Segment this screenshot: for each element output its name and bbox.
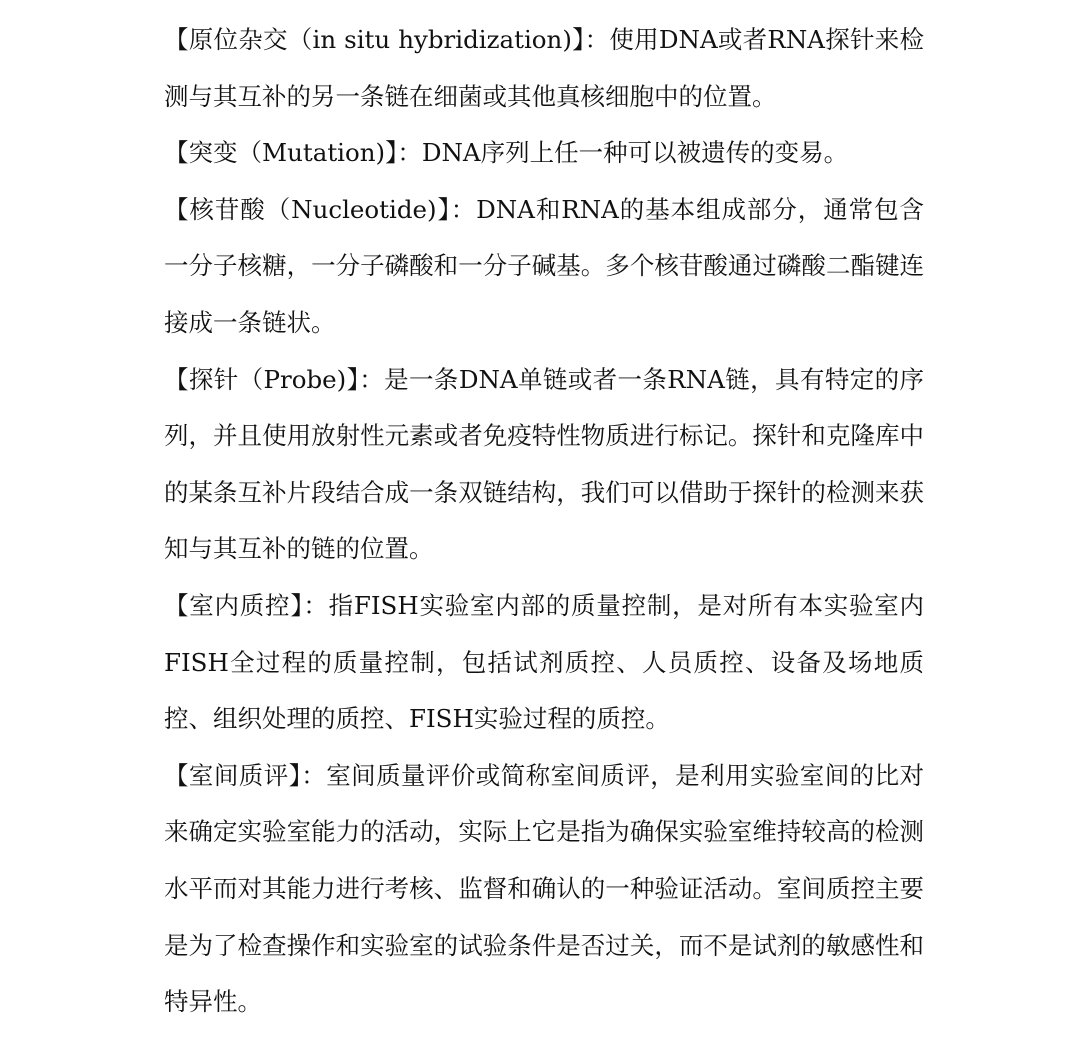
glossary-definition: DNA序列上任一种可以被遗传的变易。 (421, 138, 849, 168)
glossary-term: 【原位杂交（in situ hybridization)】： (164, 25, 610, 54)
glossary-term: 【室内质控】： (164, 590, 329, 620)
glossary-entry-nucleotide (164, 182, 924, 352)
glossary-entry-in-situ-hybridization (164, 12, 924, 125)
glossary-term: 【探针（Probe)】： (164, 364, 385, 394)
glossary-entry-internal-quality-control (164, 578, 924, 748)
glossary-definition: 使用DNA或者RNA探针来检测与其互补的另一条链在细菌或其他真核细胞中的位置。 (164, 25, 924, 111)
glossary-term: 【室间质评】： (164, 760, 327, 790)
glossary-definition: 是一条DNA单链或者一条RNA链，具有特定的序列，并且使用放射性元素或者免疫特性物质进行标记。探针和克隆库中的某条互补片段结合成一条双链结构，我们可以借助于探针的检测来获知与其互补的链的位置。 (164, 364, 924, 564)
glossary-document (164, 12, 924, 1031)
glossary-definition: DNA和RNA的基本组成部分，通常包含一分子核糖，一分子磷酸和一分子碱基。多个核苷酸通过磷酸二酯键连接成一条链状。 (164, 194, 924, 337)
glossary-entry-probe (164, 352, 924, 578)
glossary-term: 【核苷酸（Nucleotide)】： (164, 194, 477, 224)
glossary-definition: 指FISH实验室内部的质量控制，是对所有本实验室内FISH全过程的质量控制，包括试剂质控、人员质控、设备及场地质控、组织处理的质控、FISH实验过程的质控。 (164, 590, 925, 734)
glossary-entry-external-quality-assessment (164, 748, 924, 1031)
glossary-term: 【突变（Mutation)】： (164, 138, 422, 168)
glossary-entry-mutation (164, 125, 924, 182)
glossary-definition: 室间质量评价或简称室间质评，是利用实验室间的比对来确定实验室能力的活动，实际上它是指为确保实验室维持较高的检测水平而对其能力进行考核、监督和确认的一种验证活动。室间质控主要是为了检查操作和实验室的试验条件是否过关，而不是试剂的敏感性和特异性。 (164, 760, 925, 1017)
